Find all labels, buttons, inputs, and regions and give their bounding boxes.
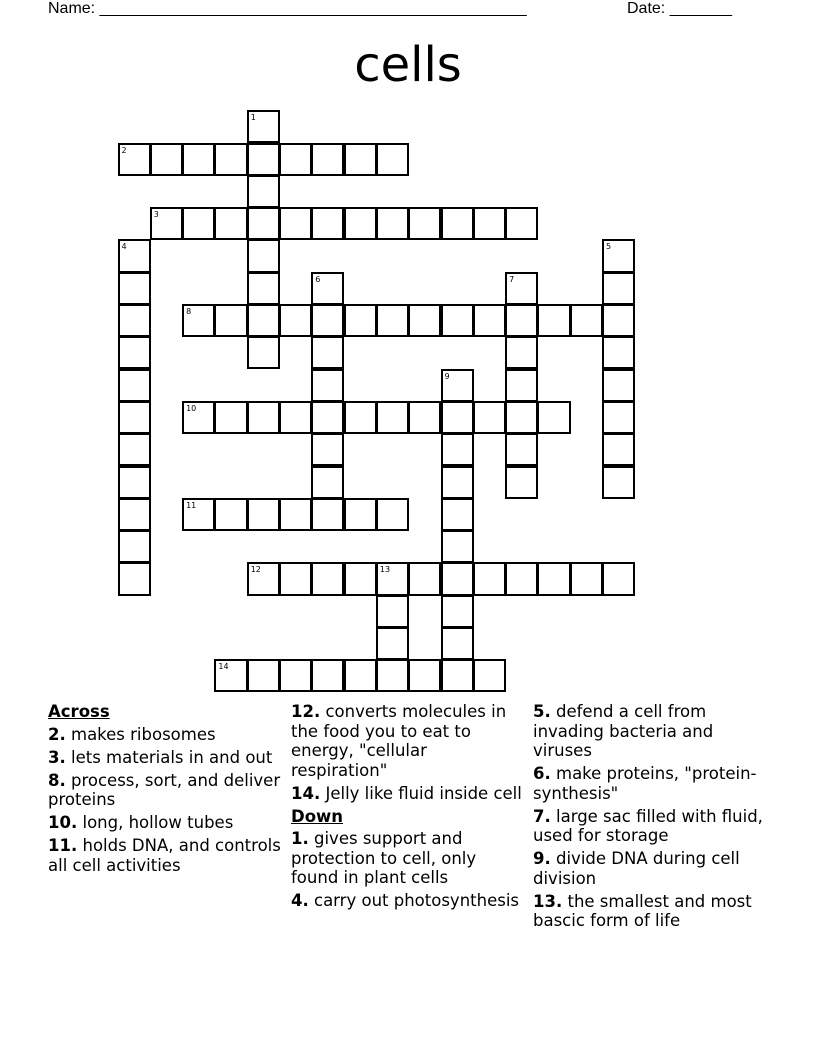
grid-cell[interactable] xyxy=(505,433,538,466)
grid-cell[interactable] xyxy=(279,304,312,337)
grid-cell[interactable] xyxy=(441,627,474,660)
clue-item xyxy=(291,784,527,804)
grid-cell[interactable] xyxy=(505,562,538,595)
clue-item xyxy=(48,771,284,810)
clue-number: 10. xyxy=(48,813,78,832)
grid-cell[interactable] xyxy=(505,466,538,499)
grid-cell-number: 3 xyxy=(153,210,159,220)
grid-cell-number: 8 xyxy=(186,307,192,316)
grid-cell[interactable] xyxy=(214,143,247,176)
grid-cell[interactable] xyxy=(214,304,247,337)
clue-number: 6. xyxy=(533,764,551,783)
grid-cell[interactable] xyxy=(441,401,474,434)
grid-cell[interactable] xyxy=(311,272,344,305)
grid-cell[interactable] xyxy=(408,659,441,692)
grid-cell[interactable] xyxy=(441,562,474,595)
grid-cell[interactable] xyxy=(441,595,474,628)
grid-cell[interactable] xyxy=(247,659,280,692)
grid-cell[interactable] xyxy=(505,207,538,240)
grid-cell[interactable] xyxy=(441,530,474,563)
grid-cell[interactable] xyxy=(344,498,377,531)
down-heading: Down xyxy=(291,806,344,826)
grid-cell[interactable] xyxy=(247,239,280,272)
grid-cell[interactable] xyxy=(537,401,570,434)
grid-cell[interactable] xyxy=(376,401,409,434)
grid-cell[interactable] xyxy=(311,207,344,240)
grid-cell[interactable] xyxy=(118,239,151,272)
clue-item xyxy=(48,836,284,875)
clue-text: make proteins, "protein-synthesis" xyxy=(533,764,757,803)
grid-cell-number: 14 xyxy=(218,662,229,672)
clue-item xyxy=(291,829,527,888)
clue-text: gives support and protection to cell, only found in plant cells xyxy=(291,829,477,887)
grid-cell[interactable] xyxy=(602,466,635,499)
clue-number: 14. xyxy=(291,783,321,803)
grid-cell[interactable] xyxy=(570,304,603,337)
clue-number: 12. xyxy=(291,702,321,721)
grid-cell[interactable] xyxy=(311,143,344,176)
clue-item xyxy=(48,748,284,768)
puzzle-title: cells xyxy=(354,37,462,93)
grid-cell[interactable] xyxy=(118,369,151,402)
grid-cell[interactable] xyxy=(311,304,344,337)
clue-text: defend a cell from invading bacteria and viruses xyxy=(533,702,714,760)
grid-cell[interactable] xyxy=(602,401,635,434)
clues-column-1 xyxy=(48,702,284,879)
clue-item xyxy=(533,807,769,846)
clue-item xyxy=(48,725,284,745)
across-heading: Across xyxy=(48,702,110,721)
grid-cell[interactable] xyxy=(408,401,441,434)
grid-cell[interactable] xyxy=(247,272,280,305)
grid-cell-number: 10 xyxy=(186,403,197,413)
name-field-label: Name: ________________________________________________ xyxy=(48,0,527,17)
grid-cell[interactable] xyxy=(344,562,377,595)
grid-cell[interactable] xyxy=(247,336,280,369)
grid-cell[interactable] xyxy=(441,433,474,466)
clue-text: long, hollow tubes xyxy=(82,813,234,832)
clue-number: 4. xyxy=(291,891,309,910)
grid-cell[interactable] xyxy=(118,466,151,499)
grid-cell[interactable] xyxy=(279,659,312,692)
clue-number: 3. xyxy=(48,747,66,767)
grid-cell[interactable] xyxy=(311,562,344,595)
grid-cell[interactable] xyxy=(279,207,312,240)
grid-cell[interactable] xyxy=(602,272,635,305)
clue-number: 2. xyxy=(48,724,66,744)
grid-cell-number: 9 xyxy=(444,371,450,381)
grid-cell[interactable] xyxy=(182,304,215,337)
grid-cell[interactable] xyxy=(214,498,247,531)
grid-cell[interactable] xyxy=(344,143,377,176)
grid-cell[interactable] xyxy=(118,336,151,369)
grid-cell[interactable] xyxy=(344,207,377,240)
clue-number: 11. xyxy=(48,836,78,855)
grid-cell-number: 7 xyxy=(509,274,515,284)
grid-cell[interactable] xyxy=(118,498,151,531)
grid-cell[interactable] xyxy=(311,369,344,402)
grid-cell[interactable] xyxy=(214,401,247,434)
grid-cell-number: 4 xyxy=(121,242,127,252)
grid-cell[interactable] xyxy=(311,433,344,466)
grid-cell[interactable] xyxy=(279,143,312,176)
grid-cell[interactable] xyxy=(602,239,635,272)
grid-cell[interactable] xyxy=(473,304,506,337)
clues-column-3 xyxy=(533,702,769,934)
clue-item xyxy=(533,892,769,931)
clue-number: 1. xyxy=(291,829,309,848)
grid-cell[interactable] xyxy=(537,562,570,595)
grid-cell[interactable] xyxy=(408,562,441,595)
clue-text: carry out photosynthesis xyxy=(314,891,520,910)
grid-cell[interactable] xyxy=(602,433,635,466)
grid-cell[interactable] xyxy=(247,498,280,531)
grid-cell-number: 5 xyxy=(606,242,612,252)
grid-cell[interactable] xyxy=(214,207,247,240)
grid-cell[interactable] xyxy=(247,110,280,143)
grid-cell[interactable] xyxy=(118,143,151,176)
grid-cell-number: 6 xyxy=(315,274,321,284)
grid-cell[interactable] xyxy=(118,433,151,466)
grid-cell-number: 1 xyxy=(250,113,256,123)
clue-text: Jelly like fluid inside cell xyxy=(325,783,522,803)
grid-cell[interactable] xyxy=(182,143,215,176)
grid-cell-number: 12 xyxy=(250,565,261,575)
grid-cell[interactable] xyxy=(376,304,409,337)
clue-text: converts molecules in the food you to eat to energy, "cellular respiration" xyxy=(291,702,507,780)
grid-cell[interactable] xyxy=(311,498,344,531)
grid-cell[interactable] xyxy=(441,304,474,337)
grid-cell[interactable] xyxy=(182,401,215,434)
grid-cell[interactable] xyxy=(311,659,344,692)
clue-item xyxy=(533,764,769,803)
grid-cell[interactable] xyxy=(376,498,409,531)
grid-cell[interactable] xyxy=(441,207,474,240)
grid-cell[interactable] xyxy=(441,659,474,692)
clue-item xyxy=(533,849,769,888)
grid-cell[interactable] xyxy=(279,498,312,531)
grid-cell[interactable] xyxy=(279,401,312,434)
grid-cell-number: 13 xyxy=(379,565,391,575)
grid-cell[interactable] xyxy=(376,595,409,628)
grid-cell[interactable] xyxy=(247,207,280,240)
grid-cell[interactable] xyxy=(602,304,635,337)
clue-item xyxy=(48,813,284,833)
grid-cell[interactable] xyxy=(118,562,151,595)
grid-cell[interactable] xyxy=(247,562,280,595)
grid-cell[interactable] xyxy=(311,336,344,369)
grid-cell[interactable] xyxy=(570,562,603,595)
clue-text: holds DNA, and controls all cell activities xyxy=(48,836,281,875)
clue-number: 9. xyxy=(533,849,551,868)
grid-cell[interactable] xyxy=(344,659,377,692)
clue-item xyxy=(533,702,769,761)
grid-cell[interactable] xyxy=(344,401,377,434)
date-field-label: Date: _______ xyxy=(627,0,732,17)
grid-cell[interactable] xyxy=(505,369,538,402)
clue-number: 7. xyxy=(533,806,551,826)
grid-cell[interactable] xyxy=(247,175,280,208)
grid-cell[interactable] xyxy=(505,272,538,305)
clue-number: 5. xyxy=(533,702,551,721)
grid-cell[interactable] xyxy=(602,336,635,369)
grid-cell[interactable] xyxy=(537,304,570,337)
grid-cell[interactable] xyxy=(376,627,409,660)
clue-number: 13. xyxy=(533,891,563,911)
grid-cell[interactable] xyxy=(118,304,151,337)
grid-cell[interactable] xyxy=(182,207,215,240)
grid-cell-number: 11 xyxy=(186,500,197,510)
grid-cell[interactable] xyxy=(376,659,409,692)
grid-cell[interactable] xyxy=(118,530,151,563)
grid-cell[interactable] xyxy=(182,498,215,531)
grid-cell[interactable] xyxy=(118,272,151,305)
grid-cell[interactable] xyxy=(247,304,280,337)
grid-cell[interactable] xyxy=(247,401,280,434)
grid-cell[interactable] xyxy=(473,207,506,240)
grid-cell[interactable] xyxy=(150,143,183,176)
grid-cell[interactable] xyxy=(344,304,377,337)
grid-cell[interactable] xyxy=(150,207,183,240)
grid-cell[interactable] xyxy=(441,498,474,531)
clue-text: makes ribosomes xyxy=(71,724,216,744)
grid-cell[interactable] xyxy=(118,401,151,434)
clue-text: large sac filled with fluid, used for storage xyxy=(533,806,763,845)
grid-cell[interactable] xyxy=(505,401,538,434)
grid-cell[interactable] xyxy=(311,466,344,499)
grid-cell[interactable] xyxy=(441,369,474,402)
clues-column-2 xyxy=(291,702,527,914)
grid-cell[interactable] xyxy=(376,143,409,176)
grid-cell[interactable] xyxy=(247,143,280,176)
clue-item xyxy=(291,702,527,780)
clue-item xyxy=(291,891,527,911)
grid-cell[interactable] xyxy=(473,659,506,692)
grid-cell[interactable] xyxy=(441,466,474,499)
clue-text: process, sort, and deliver proteins xyxy=(48,770,281,809)
grid-cell[interactable] xyxy=(473,401,506,434)
grid-cell-number: 2 xyxy=(121,145,127,155)
grid-cell[interactable] xyxy=(408,304,441,337)
grid-cell[interactable] xyxy=(473,562,506,595)
grid-cell[interactable] xyxy=(408,207,441,240)
grid-cell[interactable] xyxy=(376,207,409,240)
clue-text: the smallest and most bascic form of life xyxy=(533,891,752,930)
grid-cell[interactable] xyxy=(214,659,247,692)
clue-text: divide DNA during cell division xyxy=(533,849,740,888)
grid-cell[interactable] xyxy=(279,562,312,595)
grid-cell[interactable] xyxy=(376,562,409,595)
grid-cell[interactable] xyxy=(311,401,344,434)
grid-cell[interactable] xyxy=(505,304,538,337)
clue-text: lets materials in and out xyxy=(71,747,273,767)
grid-cell[interactable] xyxy=(505,336,538,369)
clue-number: 8. xyxy=(48,770,66,790)
grid-cell[interactable] xyxy=(602,562,635,595)
grid-cell[interactable] xyxy=(602,369,635,402)
